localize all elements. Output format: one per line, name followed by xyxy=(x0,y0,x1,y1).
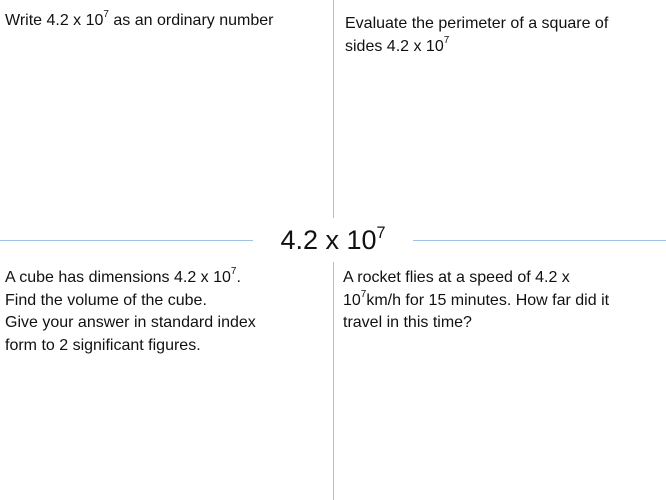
question-top-right-exponent: 7 xyxy=(443,34,450,46)
center-number-exponent: 7 xyxy=(376,224,386,243)
question-bottom-left-exponent: 7 xyxy=(230,266,237,278)
question-top-right-line1: Evaluate the perimeter of a square of xyxy=(345,15,609,32)
question-top-left-exponent: 7 xyxy=(103,9,109,21)
vertical-divider-bottom xyxy=(333,262,334,500)
horizontal-divider-left xyxy=(0,240,253,241)
question-bottom-right xyxy=(343,267,648,335)
center-number xyxy=(253,220,413,260)
question-bottom-right-line3: travel in this time? xyxy=(343,314,472,331)
question-bottom-right-exponent: 7 xyxy=(360,288,367,300)
center-number-base: 4.2 x 10 xyxy=(280,225,377,255)
question-bottom-left xyxy=(5,267,325,357)
question-bottom-left-text-after: . xyxy=(236,269,241,286)
question-bottom-left-line2: Find the volume of the cube. xyxy=(5,291,207,309)
question-top-left-text-before: Write 4.2 x 10 xyxy=(5,12,104,29)
question-top-right xyxy=(345,13,645,58)
question-top-left xyxy=(5,10,325,33)
question-top-right-line2 xyxy=(345,36,645,59)
question-bottom-left-line1 xyxy=(5,267,325,290)
question-bottom-right-text-before: 10 xyxy=(343,291,361,309)
question-top-right-text-before: sides 4.2 x 10 xyxy=(345,37,444,55)
question-top-left-text-after: as an ordinary number xyxy=(108,12,274,29)
question-bottom-right-text-after: km/h for 15 minutes. How far did it xyxy=(366,291,610,309)
vertical-divider-top xyxy=(333,0,334,218)
horizontal-divider-right xyxy=(413,240,666,241)
question-bottom-left-text-before: A cube has dimensions 4.2 x 10 xyxy=(5,269,231,286)
question-bottom-left-line3: Give your answer in standard index xyxy=(5,314,256,331)
question-bottom-right-line2 xyxy=(343,290,648,313)
question-bottom-right-line1: A rocket flies at a speed of 4.2 x xyxy=(343,269,570,286)
question-bottom-left-line4: form to 2 significant figures. xyxy=(5,336,201,354)
question-top-left-line1 xyxy=(5,10,325,33)
